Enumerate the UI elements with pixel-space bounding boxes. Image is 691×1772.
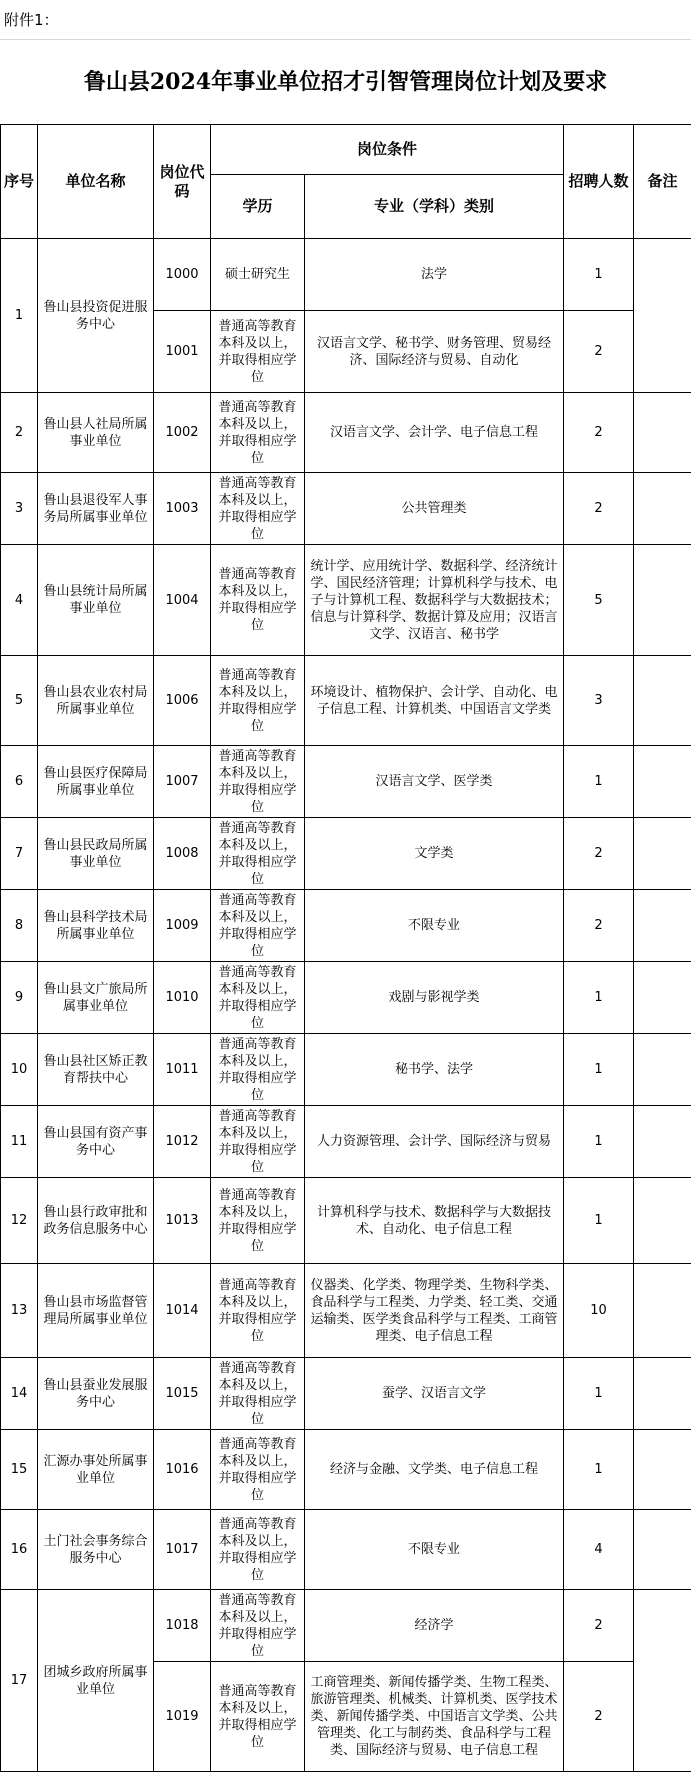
- unit-cell: 鲁山县退役军人事务局所属事业单位: [38, 473, 154, 545]
- header-remark: 备注: [634, 125, 691, 239]
- count-cell: 2: [564, 311, 634, 393]
- unit-cell: 鲁山县医疗保障局所属事业单位: [38, 746, 154, 818]
- remark-cell: [634, 1178, 691, 1264]
- code-cell: 1009: [154, 890, 211, 962]
- code-cell: 1015: [154, 1358, 211, 1430]
- education-cell: 普通高等教育本科及以上，并取得相应学位: [211, 1510, 305, 1590]
- unit-cell: 土门社会事务综合服务中心: [38, 1510, 154, 1590]
- count-cell: 1: [564, 1358, 634, 1430]
- seq-cell: 4: [1, 545, 38, 656]
- seq-cell: 2: [1, 393, 38, 473]
- code-cell: 1018: [154, 1590, 211, 1662]
- code-cell: 1019: [154, 1662, 211, 1772]
- code-cell: 1008: [154, 818, 211, 890]
- unit-cell: 鲁山县人社局所属事业单位: [38, 393, 154, 473]
- unit-cell: 团城乡政府所属事业单位: [38, 1590, 154, 1772]
- seq-cell: 13: [1, 1264, 38, 1358]
- education-cell: 普通高等教育本科及以上，并取得相应学位: [211, 818, 305, 890]
- major-cell: 环境设计、植物保护、会计学、自动化、电子信息工程、计算机类、中国语言文学类: [305, 656, 564, 746]
- major-cell: 汉语言文学、秘书学、财务管理、贸易经济、国际经济与贸易、自动化: [305, 311, 564, 393]
- unit-cell: 鲁山县市场监督管理局所属事业单位: [38, 1264, 154, 1358]
- table-row: [1, 818, 691, 890]
- table-row: [1, 1106, 691, 1178]
- header-major: 专业（学科）类别: [305, 175, 564, 239]
- code-cell: 1012: [154, 1106, 211, 1178]
- count-cell: 3: [564, 656, 634, 746]
- major-cell: 公共管理类: [305, 473, 564, 545]
- remark-cell: [634, 545, 691, 656]
- count-cell: 2: [564, 1662, 634, 1772]
- unit-cell: 鲁山县统计局所属事业单位: [38, 545, 154, 656]
- code-cell: 1013: [154, 1178, 211, 1264]
- major-cell: 戏剧与影视学类: [305, 962, 564, 1034]
- seq-cell: 9: [1, 962, 38, 1034]
- document-title: 鲁山县2024年事业单位招才引智管理岗位计划及要求: [0, 40, 691, 124]
- code-cell: 1014: [154, 1264, 211, 1358]
- unit-cell: 鲁山县投资促进服务中心: [38, 239, 154, 393]
- seq-cell: 6: [1, 746, 38, 818]
- education-cell: 普通高等教育本科及以上，并取得相应学位: [211, 1264, 305, 1358]
- seq-cell: 7: [1, 818, 38, 890]
- education-cell: 普通高等教育本科及以上，并取得相应学位: [211, 545, 305, 656]
- header-education: 学历: [211, 175, 305, 239]
- table-row: [1, 1264, 691, 1358]
- remark-cell: [634, 656, 691, 746]
- remark-cell: [634, 818, 691, 890]
- unit-cell: 鲁山县国有资产事务中心: [38, 1106, 154, 1178]
- seq-cell: 14: [1, 1358, 38, 1430]
- table-row: [1, 962, 691, 1034]
- remark-cell: [634, 239, 691, 393]
- code-cell: 1004: [154, 545, 211, 656]
- count-cell: 5: [564, 545, 634, 656]
- remark-cell: [634, 890, 691, 962]
- education-cell: 普通高等教育本科及以上，并取得相应学位: [211, 473, 305, 545]
- table-row: [1, 1178, 691, 1264]
- seq-cell: 10: [1, 1034, 38, 1106]
- seq-cell: 17: [1, 1590, 38, 1772]
- unit-cell: 鲁山县民政局所属事业单位: [38, 818, 154, 890]
- seq-cell: 1: [1, 239, 38, 393]
- header-seq: 序号: [1, 125, 38, 239]
- count-cell: 2: [564, 818, 634, 890]
- positions-table: [0, 124, 691, 1772]
- count-cell: 1: [564, 1430, 634, 1510]
- major-cell: 蚕学、汉语言文学: [305, 1358, 564, 1430]
- remark-cell: [634, 746, 691, 818]
- remark-cell: [634, 393, 691, 473]
- count-cell: 2: [564, 1590, 634, 1662]
- remark-cell: [634, 962, 691, 1034]
- remark-cell: [634, 1034, 691, 1106]
- count-cell: 1: [564, 962, 634, 1034]
- major-cell: 经济与金融、文学类、电子信息工程: [305, 1430, 564, 1510]
- table-row: [1, 890, 691, 962]
- unit-cell: 鲁山县农业农村局所属事业单位: [38, 656, 154, 746]
- unit-cell: 鲁山县社区矫正教育帮扶中心: [38, 1034, 154, 1106]
- seq-cell: 3: [1, 473, 38, 545]
- table-row: [1, 1510, 691, 1590]
- major-cell: 不限专业: [305, 890, 564, 962]
- seq-cell: 16: [1, 1510, 38, 1590]
- seq-cell: 12: [1, 1178, 38, 1264]
- header-conditions: 岗位条件: [211, 125, 564, 175]
- count-cell: 10: [564, 1264, 634, 1358]
- count-cell: 2: [564, 393, 634, 473]
- count-cell: 1: [564, 1034, 634, 1106]
- major-cell: 汉语言文学、会计学、电子信息工程: [305, 393, 564, 473]
- code-cell: 1010: [154, 962, 211, 1034]
- table-row: [1, 1590, 691, 1662]
- education-cell: 普通高等教育本科及以上，并取得相应学位: [211, 656, 305, 746]
- count-cell: 4: [564, 1510, 634, 1590]
- education-cell: 普通高等教育本科及以上，并取得相应学位: [211, 311, 305, 393]
- education-cell: 普通高等教育本科及以上，并取得相应学位: [211, 1358, 305, 1430]
- remark-cell: [634, 1106, 691, 1178]
- remark-cell: [634, 473, 691, 545]
- remark-cell: [634, 1590, 691, 1772]
- table-row: [1, 545, 691, 656]
- education-cell: 普通高等教育本科及以上，并取得相应学位: [211, 1106, 305, 1178]
- major-cell: 仪器类、化学类、物理学类、生物科学类、食品科学与工程类、力学类、轻工类、交通运输类、医学类食品科学与工程类、工商管理类、电子信息工程: [305, 1264, 564, 1358]
- count-cell: 1: [564, 746, 634, 818]
- table-row: [1, 1430, 691, 1510]
- header-count: 招聘人数: [564, 125, 634, 239]
- education-cell: 普通高等教育本科及以上，并取得相应学位: [211, 962, 305, 1034]
- table-row: [1, 1358, 691, 1430]
- unit-cell: 鲁山县行政审批和政务信息服务中心: [38, 1178, 154, 1264]
- major-cell: 汉语言文学、医学类: [305, 746, 564, 818]
- code-cell: 1003: [154, 473, 211, 545]
- major-cell: 计算机科学与技术、数据科学与大数据技术、自动化、电子信息工程: [305, 1178, 564, 1264]
- education-cell: 普通高等教育本科及以上，并取得相应学位: [211, 746, 305, 818]
- count-cell: 2: [564, 890, 634, 962]
- unit-cell: 鲁山县蚕业发展服务中心: [38, 1358, 154, 1430]
- remark-cell: [634, 1358, 691, 1430]
- seq-cell: 8: [1, 890, 38, 962]
- attachment-label: 附件1：: [0, 0, 691, 40]
- unit-cell: 鲁山县文广旅局所属事业单位: [38, 962, 154, 1034]
- education-cell: 普通高等教育本科及以上，并取得相应学位: [211, 393, 305, 473]
- education-cell: 硕士研究生: [211, 239, 305, 311]
- code-cell: 1011: [154, 1034, 211, 1106]
- education-cell: 普通高等教育本科及以上，并取得相应学位: [211, 1662, 305, 1772]
- education-cell: 普通高等教育本科及以上，并取得相应学位: [211, 1178, 305, 1264]
- header-code: 岗位代码: [154, 125, 211, 239]
- remark-cell: [634, 1510, 691, 1590]
- table-row: [1, 656, 691, 746]
- education-cell: 普通高等教育本科及以上，并取得相应学位: [211, 1430, 305, 1510]
- major-cell: 不限专业: [305, 1510, 564, 1590]
- count-cell: 1: [564, 1178, 634, 1264]
- major-cell: 统计学、应用统计学、数据科学、经济统计学、国民经济管理；计算机科学与技术、电子与计算机工程、数据科学与大数据技术；信息与计算科学、数据计算及应用；汉语言文学、汉语言、秘书学: [305, 545, 564, 656]
- major-cell: 秘书学、法学: [305, 1034, 564, 1106]
- count-cell: 2: [564, 473, 634, 545]
- count-cell: 1: [564, 239, 634, 311]
- education-cell: 普通高等教育本科及以上，并取得相应学位: [211, 890, 305, 962]
- count-cell: 1: [564, 1106, 634, 1178]
- major-cell: 法学: [305, 239, 564, 311]
- code-cell: 1016: [154, 1430, 211, 1510]
- code-cell: 1006: [154, 656, 211, 746]
- seq-cell: 11: [1, 1106, 38, 1178]
- table-row: [1, 746, 691, 818]
- major-cell: 人力资源管理、会计学、国际经济与贸易: [305, 1106, 564, 1178]
- remark-cell: [634, 1430, 691, 1510]
- major-cell: 经济学: [305, 1590, 564, 1662]
- header-unit: 单位名称: [38, 125, 154, 239]
- major-cell: 文学类: [305, 818, 564, 890]
- education-cell: 普通高等教育本科及以上，并取得相应学位: [211, 1034, 305, 1106]
- seq-cell: 5: [1, 656, 38, 746]
- table-row: [1, 473, 691, 545]
- code-cell: 1001: [154, 311, 211, 393]
- seq-cell: 15: [1, 1430, 38, 1510]
- code-cell: 1017: [154, 1510, 211, 1590]
- education-cell: 普通高等教育本科及以上，并取得相应学位: [211, 1590, 305, 1662]
- table-row: [1, 393, 691, 473]
- remark-cell: [634, 1264, 691, 1358]
- code-cell: 1002: [154, 393, 211, 473]
- major-cell: 工商管理类、新闻传播学类、生物工程类、旅游管理类、机械类、计算机类、医学技术类、新闻传播学类、中国语言文学类、公共管理类、化工与制药类、食品科学与工程类、国际经济与贸易、电子信息工程: [305, 1662, 564, 1772]
- code-cell: 1000: [154, 239, 211, 311]
- unit-cell: 汇源办事处所属事业单位: [38, 1430, 154, 1510]
- unit-cell: 鲁山县科学技术局所属事业单位: [38, 890, 154, 962]
- table-row: [1, 1034, 691, 1106]
- table-row: [1, 239, 691, 311]
- code-cell: 1007: [154, 746, 211, 818]
